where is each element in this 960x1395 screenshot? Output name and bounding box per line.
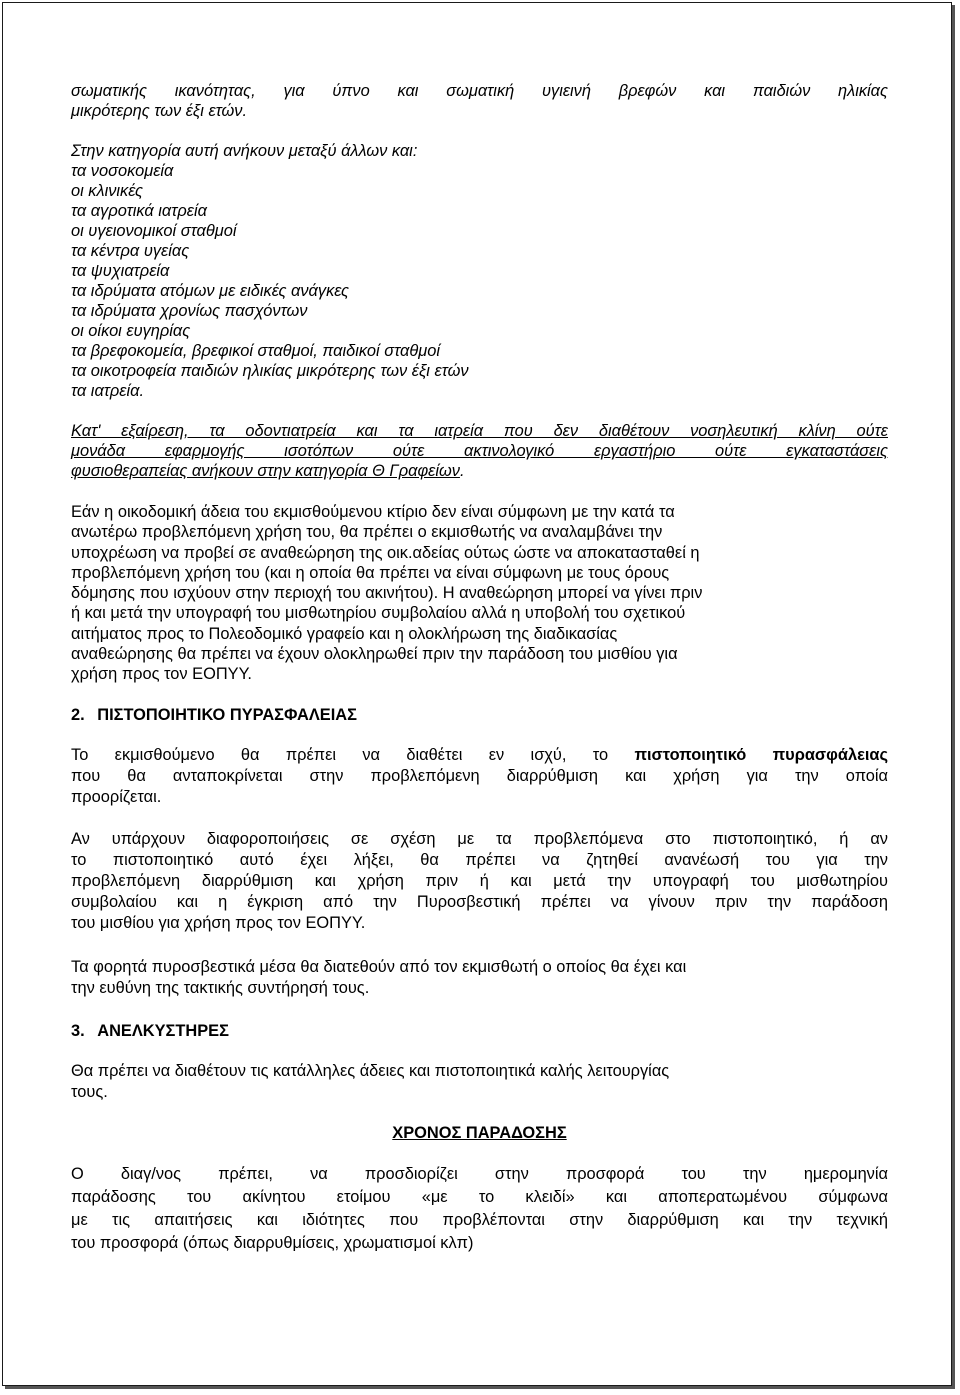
paragraph-line: του προσφορά (όπως διαρρυθμίσεις, χρωματισμοί κλπ): [71, 1233, 474, 1252]
category-list: [71, 141, 888, 401]
exception-line: Κατ' εξαίρεση, τα οδοντιατρεία και τα ιατρεία που δεν διαθέτουν νοσηλευτική κλίνη ούτε: [71, 422, 888, 440]
paragraph-line: τους.: [71, 1082, 108, 1101]
list-item: οι κλινικές: [71, 182, 143, 200]
paragraph-line: που θα ανταποκρίνεται στην προβλεπόμενη διαρρύθμιση και χρήση για την οποία: [71, 766, 888, 785]
paragraph-line: [71, 745, 888, 766]
section-2-paragraph-1: [71, 745, 888, 808]
paragraph-line: Θα πρέπει να διαθέτουν τις κατάλληλες άδειες και πιστοποιητικά καλής λειτουργίας: [71, 1061, 670, 1080]
paragraph-line: το πιστοποιητικό αυτό έχει λήξει, θα πρέπει να ζητηθεί ανανέωσή του για την: [71, 850, 888, 869]
permit-paragraph: [71, 502, 888, 685]
document-content: [71, 81, 888, 1255]
paragraph-line: Τα φορητά πυροσβεστικά μέσα θα διατεθούν από τον εκμισθωτή ο οποίος θα έχει και: [71, 957, 687, 976]
paragraph-line: παράδοσης του ακίνητου ετοίμου «με το κλειδί» και αποπερατωμένου σύμφωνα: [71, 1187, 888, 1206]
list-item: τα ιδρύματα χρονίως πασχόντων: [71, 302, 308, 320]
permit-line: ανωτέρω προβλεπόμενη χρήση του, θα πρέπει ο εκμισθωτής να αναλαμβάνει την: [71, 523, 663, 542]
permit-line: υποχρέωση να προβεί σε αναθεώρηση της οικ.αδείας ούτως ώστε να αποκατασταθεί η: [71, 543, 700, 562]
list-item: τα ψυχιατρεία: [71, 262, 170, 280]
section-2-paragraph-2: [71, 829, 888, 934]
permit-line: χρήση προς τον ΕΟΠΥΥ.: [71, 665, 252, 684]
intro-line: μικρότερης των έξι ετών.: [71, 102, 248, 120]
paragraph-line: προορίζεται.: [71, 787, 162, 806]
document-page: [2, 2, 952, 1386]
paragraph-line: Ο διαγ/νος πρέπει, να προσδιορίζει στην προσφορά του την ημερομηνία: [71, 1164, 888, 1183]
permit-line: αναθεώρησης θα πρέπει να έχουν ολοκληρωθεί πριν την παράδοση του μισθίου για: [71, 645, 678, 664]
list-item: οι οίκοι ευγηρίας: [71, 322, 191, 340]
paragraph-line: με τις απαιτήσεις και ιδιότητες που προβλέπονται στην διαρρύθμιση και την τεχνική: [71, 1210, 888, 1229]
list-item: τα νοσοκομεία: [71, 162, 174, 180]
intro-line: σωματικής ικανότητας, για ύπνο και σωματική υγιεινή βρεφών και παιδιών ηλικίας: [71, 82, 888, 100]
intro-paragraph: [71, 81, 888, 121]
bold-term: πιστοποιητικό πυρασφάλειας: [634, 745, 888, 764]
permit-line: Εάν η οικοδομική άδεια του εκμισθούμενου κτίριο δεν είναι σύμφωνη με την κατά τα: [71, 503, 675, 521]
list-item: τα ιδρύματα ατόμων με ειδικές ανάγκες: [71, 282, 349, 300]
paragraph-line: την ευθύνη της τακτικής συντήρησή τους.: [71, 978, 370, 997]
list-item: τα ιατρεία.: [71, 382, 145, 400]
permit-line: δόμησης που ισχύουν στην περιοχή του ακινήτου). Η αναθεώρηση μπορεί να γίνει πριν: [71, 584, 703, 603]
list-item: τα οικοτροφεία παιδιών ηλικίας μικρότερης των έξι ετών: [71, 362, 469, 380]
delivery-paragraph: [71, 1163, 888, 1255]
exception-paragraph: [71, 421, 888, 481]
list-item: τα κέντρα υγείας: [71, 242, 190, 260]
list-item: οι υγειονομικοί σταθμοί: [71, 222, 237, 240]
section-3-heading: [71, 1021, 888, 1041]
section-3-title: ΑΝΕΛΚΥΣΤΗΡΕΣ: [97, 1021, 229, 1040]
paragraph-line: του μισθίου για χρήση προς τον ΕΟΠΥΥ.: [71, 913, 366, 932]
exception-line: [71, 461, 888, 481]
exception-line: μονάδα εφαρμογής ισοτόπων ούτε ακτινολογικό εργαστήριο ούτε εγκαταστάσεις: [71, 442, 888, 460]
section-2-paragraph-3: [71, 957, 888, 999]
delivery-heading: ΧΡΟΝΟΣ ΠΑΡΑΔΟΣΗΣ: [392, 1123, 567, 1142]
paragraph-line: συμβολαίου και η έγκριση από την Πυροσβεστική πρέπει να γίνουν πριν την παράδοση: [71, 892, 888, 911]
list-item: τα αγροτικά ιατρεία: [71, 202, 207, 220]
exception-line-text: φυσιοθεραπείας ανήκουν στην κατηγορία Θ Γραφείων: [71, 462, 460, 480]
exception-line-end: .: [459, 462, 465, 480]
section-3-paragraph: [71, 1061, 888, 1103]
section-2-title: ΠΙΣΤΟΠΟΙΗΤΙΚΟ ΠΥΡΑΣΦΑΛΕΙΑΣ: [97, 705, 357, 724]
category-list-heading: Στην κατηγορία αυτή ανήκουν μεταξύ άλλων και:: [71, 142, 418, 160]
permit-line: αιτήματος προς το Πολεοδομικό γραφείο και η ολοκλήρωση της διαδικασίας: [71, 624, 618, 643]
paragraph-line: Αν υπάρχουν διαφοροποιήσεις σε σχέση με τα προβλεπόμενα στο πιστοποιητικό, ή αν: [71, 829, 888, 848]
permit-line: προβλεπόμενη χρήση του (και η οποία θα πρέπει να είναι σύμφωνη με τους όρους: [71, 563, 670, 582]
section-2-number: 2.: [71, 705, 85, 724]
paragraph-line: προβλεπόμενη διαρρύθμιση και χρήση πριν ή και μετά την υπογραφή του μισθωτηρίου: [71, 871, 888, 890]
list-item: τα βρεφοκομεία, βρεφικοί σταθμοί, παιδικοί σταθμοί: [71, 342, 440, 360]
section-2-heading: [71, 705, 888, 725]
permit-line: ή και μετά την υπογραφή του μισθωτηρίου συμβολαίου αλλά η υποβολή του σχετικού: [71, 604, 686, 623]
paragraph-text: Το εκμισθούμενο θα πρέπει να διαθέτει εν ισχύ, το: [71, 745, 609, 764]
section-3-number: 3.: [71, 1021, 85, 1040]
